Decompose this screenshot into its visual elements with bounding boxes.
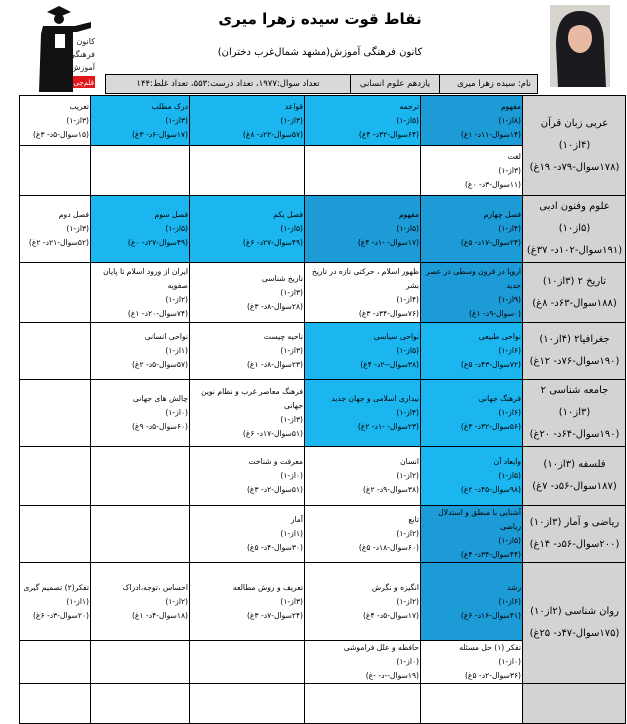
empty-cell <box>305 146 421 196</box>
empty-cell <box>20 263 91 323</box>
topic-cell <box>190 96 305 146</box>
subject-stats: (۱۷۸سوال-۷۹د- ۱۹غ) <box>529 161 620 173</box>
topic-score: (۸از-۱) <box>498 115 521 125</box>
topic-cell <box>421 96 523 146</box>
topic-cell <box>305 196 421 263</box>
subject-name: عربی زبان قرآن (۴از۱۰) <box>540 117 609 151</box>
topic-cell <box>421 563 523 641</box>
topic-stats: (۴۴سوال-۳۴د- ۴غ) <box>460 550 521 559</box>
subject-stats: (۲۰۰سوال-۵۶د- ۱۴غ) <box>529 539 620 550</box>
subject-cell <box>523 323 626 380</box>
topic-stats: (۳۶سوال-۲د- ۵غ) <box>464 671 521 680</box>
topic-cell <box>20 563 91 641</box>
topic-title: تفکر (۱) حل مسئله <box>459 643 521 652</box>
topic-stats: (۵۲سوال-۲۱د- ۲غ) <box>28 238 89 247</box>
topic-score: (۳از-۱) <box>280 115 303 125</box>
topic-cell <box>190 196 305 263</box>
subject-stats: (۱۹۱سوال-۱۰۲د- ۳۷غ) <box>526 245 623 256</box>
institute-subtitle: کانون فرهنگی آموزش(مشهد شمال‌غرب دختران) <box>217 47 423 58</box>
subject-cell <box>523 196 626 263</box>
topic-stats: (۳۸سوال--۲د- ۴غ) <box>360 360 419 369</box>
svg-text:قلم‌چی: قلم‌چی <box>73 79 94 87</box>
subject-cell <box>523 263 626 323</box>
empty-cell <box>91 506 190 563</box>
topic-cell <box>190 506 305 563</box>
topic-score: (۰از-۱) <box>165 408 188 417</box>
topic-stats: (۲۴سوال-۱۷د- ۵غ) <box>460 238 521 247</box>
topic-score: (۵از-۱) <box>165 224 188 233</box>
empty-cell <box>20 380 91 447</box>
topic-score: (۶از-۱) <box>498 346 521 355</box>
subject-stats: (۱۹۰سوال-۷۶د- ۱۲غ) <box>529 356 620 367</box>
topic-score: (۳از-۱) <box>498 165 521 175</box>
topic-score: (۳از-۱) <box>280 415 303 424</box>
topic-score: (۲از-۱) <box>396 596 419 606</box>
table-row <box>20 263 626 323</box>
topic-cell <box>91 196 190 263</box>
topic-title: نواحی طبیعی <box>478 332 521 341</box>
topic-score: (۲از-۱) <box>396 529 419 538</box>
empty-cell <box>91 146 190 196</box>
topic-score: (۲از-۱) <box>165 294 188 304</box>
topic-title: فرهنگ جهانی <box>478 394 521 403</box>
table-row <box>20 684 626 724</box>
topic-stats: (۵۱سوال-۱۷د- ۶غ) <box>242 429 303 438</box>
table-row <box>20 563 626 641</box>
subject-stats: (۱۷۵سوال-۴۷د- ۲۵غ) <box>529 628 620 639</box>
topic-score: (۵از-۱) <box>498 471 521 480</box>
topic-title: مفهوم <box>500 101 521 111</box>
topic-title: اروپا در قرون وسطی در عصر جدید <box>426 266 521 290</box>
topic-score: (۲از-۱) <box>165 596 188 606</box>
topic-title: رشد <box>506 582 521 592</box>
topic-stats: (۲۸سوال-۸د- ۳غ) <box>246 301 303 311</box>
topic-stats: (۱۴سوال-۱۱د- ۱غ) <box>460 129 521 139</box>
topic-score: (۱از-۱) <box>280 529 303 538</box>
topic-cell <box>190 323 305 380</box>
topic-cell <box>305 506 421 563</box>
subject-name: علوم وفنون ادبی (۵از۱۰) <box>539 201 610 234</box>
topic-stats: (۳۸سوال-۹د- ۲غ) <box>362 485 419 494</box>
subject-stats: (۱۹۰سوال-۶۴د- ۲۰غ) <box>529 429 620 440</box>
topic-stats: (۱۵سوال-۵د- ۳غ) <box>32 129 89 139</box>
topic-title: آمار <box>290 515 303 524</box>
topic-cell <box>421 447 523 506</box>
topic-stats: (۲۳سوال-۸د- ۱غ) <box>246 360 303 369</box>
topic-stats: (۵۷سوال-۲۲د- ۸غ) <box>242 129 303 139</box>
topic-score: (۰از-۱) <box>396 657 419 666</box>
subject-cell <box>523 96 626 196</box>
topic-stats: (۲۳سوال- -۱د- ۲غ) <box>357 422 419 431</box>
subject-name: تاریخ ۲ (۳از۱۰) <box>542 275 607 287</box>
topic-cell <box>421 146 523 196</box>
subject-name: جامعه شناسی ۲ (۳از۱۰) <box>540 385 609 418</box>
topic-stats: (۴۹سوال-۲۷د- ۶غ) <box>242 238 303 247</box>
topic-score: (۳از-۱) <box>280 287 303 297</box>
topic-cell <box>305 447 421 506</box>
topic-stats: (۵۶سوال-۳۲د- ۳غ) <box>460 422 521 431</box>
student-info-bar <box>105 74 538 94</box>
topic-score: (۴از-۱) <box>396 408 419 417</box>
topic-stats: (۵۱سوال-۲د- ۳غ) <box>246 485 303 494</box>
topic-cell <box>20 196 91 263</box>
topic-cell <box>421 263 523 323</box>
empty-cell <box>91 641 190 684</box>
table-row <box>20 506 626 563</box>
topic-score: (۵از-۱) <box>396 224 419 233</box>
page-title: نقاط قوت سیده زهرا میری <box>218 10 422 28</box>
topic-title: تابع <box>408 515 419 524</box>
topic-title: معرفت و شناخت <box>248 457 303 466</box>
topic-title: تاریخ شناسی <box>261 273 303 283</box>
topic-score: (۵از-۱) <box>396 346 419 355</box>
empty-cell <box>91 447 190 506</box>
topic-title: فرهنگ معاصر غرب و نظام نوین جهانی <box>201 387 303 410</box>
topic-cell <box>421 323 523 380</box>
topic-cell <box>421 641 523 684</box>
topic-title: بیداری اسلامی و جهان جدید <box>331 394 419 403</box>
topic-title: مفهوم <box>398 210 419 219</box>
topic-score: (۳از-۱) <box>66 224 89 233</box>
topic-score: (۱از-۱) <box>66 596 89 606</box>
subject-name: جغرافیا۲ (۴از۱۰) <box>539 334 610 345</box>
topic-title: ایران از ورود اسلام تا پایان صفویه <box>103 266 188 290</box>
topic-cell <box>305 323 421 380</box>
topic-score: (۳از-۱) <box>280 346 303 355</box>
topic-title: ناحیه چیست <box>263 332 303 341</box>
topic-title: تعریب <box>69 101 89 111</box>
topic-score: (۳از-۱) <box>280 596 303 606</box>
topic-stats: (۱۸سوال-۴د- ۱غ) <box>131 610 188 620</box>
topic-stats: (۱۷سوال-۵د- ۴غ) <box>362 610 419 620</box>
topic-title: چالش های جهانی <box>132 394 188 403</box>
topic-cell <box>190 380 305 447</box>
topic-cell <box>20 96 91 146</box>
svg-text:آموزش: آموزش <box>70 63 95 72</box>
topic-title: ظهور اسلام ، حرکتی تازه در تاریخ بشر <box>311 266 419 290</box>
topic-stats: (۷۴سوال-۲۰د- ۱غ) <box>127 308 188 318</box>
topic-cell <box>91 380 190 447</box>
topic-cell <box>190 563 305 641</box>
topic-cell <box>421 506 523 563</box>
empty-cell <box>190 684 305 724</box>
topic-cell <box>305 641 421 684</box>
topic-title: تفکر(۲) تصمیم گیری <box>23 582 89 592</box>
topic-score: (۳از-۱) <box>165 115 188 125</box>
table-row <box>20 380 626 447</box>
topic-score: (۰از-۱) <box>498 657 521 666</box>
topic-score: (۶از-۱) <box>498 596 521 606</box>
topic-score: (۵از-۱) <box>396 115 419 125</box>
topic-score: (۹از-۱) <box>498 294 521 304</box>
topic-title: فصل سوم <box>154 210 188 219</box>
summary-stats: تعداد سوال:۱۹۷۷، تعداد درست:۵۵۳، تعداد غلط:۱۴۴ <box>136 79 320 89</box>
topic-stats: (۴۹سوال-۲۷د- ۰غ) <box>127 238 188 247</box>
topic-stats: (۶۰سوال-۱۸د- ۵غ) <box>358 543 419 552</box>
topic-score: (۵از-۱) <box>498 536 521 545</box>
student-name: نام: سیده زهرا میری <box>439 75 537 93</box>
empty-cell <box>20 447 91 506</box>
topic-cell <box>190 447 305 506</box>
topic-stats: (۷۶سوال-۳۴د- ۳غ) <box>358 308 419 318</box>
topic-cell <box>190 263 305 323</box>
topic-stats: (۲۰سوال-۳د- ۶غ) <box>32 610 89 620</box>
topic-cell <box>421 380 523 447</box>
subject-stats: (۱۸۸سوال-۶۳د- ۸غ) <box>532 297 617 309</box>
topic-stats: (۴۱سوال-۱۶د- ۶غ) <box>460 610 521 620</box>
subject-name: فلسفه (۳از۱۰) <box>543 459 606 470</box>
topic-title: انسان <box>400 457 419 466</box>
topic-stats: (۱۷سوال- -۱د- ۴غ) <box>357 238 419 247</box>
topic-score: (۶از-۱) <box>498 408 521 417</box>
topic-cell <box>91 96 190 146</box>
topic-stats: (۶۴سوال-۳۲د- ۴غ) <box>358 129 419 139</box>
topic-score: (۵از-۱) <box>280 224 303 233</box>
empty-cell <box>421 684 523 724</box>
topic-title: آشنایی با منطق و استدلال ریاضی <box>438 508 521 531</box>
topic-title: ترجمه <box>399 101 419 111</box>
topic-title: فصل چهارم <box>483 210 521 219</box>
topic-stats: (۱۷سوال-۶د- ۳غ) <box>131 129 188 139</box>
empty-cell <box>20 323 91 380</box>
topic-title: لغت <box>507 151 521 161</box>
subject-stats: (۱۸۷سوال-۵۶د- ۷غ) <box>532 481 617 492</box>
empty-cell <box>20 684 91 724</box>
topic-title: فصل دوم <box>58 210 89 219</box>
topic-stats: (۰سوال-۹د- ۱غ) <box>469 308 521 318</box>
topic-cell <box>91 563 190 641</box>
topic-score: (۴از-۱) <box>498 224 521 233</box>
topic-title: نواحی انسانی <box>144 332 188 341</box>
topic-stats: (۷۲سوال-۴۳د- ۵غ) <box>460 360 521 369</box>
topic-cell <box>421 196 523 263</box>
topic-cell <box>305 96 421 146</box>
empty-cell <box>20 506 91 563</box>
subject-name: ریاضی و آمار (۳از۱۰) <box>529 517 620 528</box>
topic-stats: (۵۷سوال-۵د- ۲غ) <box>131 360 188 369</box>
subject-cell <box>523 506 626 563</box>
strengths-table <box>19 95 626 724</box>
topic-title: تعریف و روش مطالعه <box>232 582 303 592</box>
ghalamchi-logo <box>33 4 97 92</box>
topic-score: (۳از-۱) <box>66 115 89 125</box>
empty-cell <box>190 146 305 196</box>
empty-cell <box>20 641 91 684</box>
topic-title: قواعد <box>284 101 303 111</box>
topic-title: نواحی سیاسی <box>373 332 419 341</box>
topic-cell <box>91 323 190 380</box>
topic-cell <box>91 263 190 323</box>
topic-title: حافظه و علل فراموشی <box>343 643 419 652</box>
topic-score: (۲از-۱) <box>396 471 419 480</box>
topic-cell <box>305 563 421 641</box>
subject-cell <box>523 684 626 724</box>
topic-score: (۰از-۱) <box>280 471 303 480</box>
topic-title: فصل یکم <box>273 210 303 219</box>
empty-cell <box>91 684 190 724</box>
svg-text:کانون: کانون <box>76 37 95 46</box>
topic-cell <box>305 263 421 323</box>
student-photo <box>550 5 610 87</box>
topic-title: احساس ،توجه،ادراک <box>122 582 188 592</box>
topic-stats: (۱۱سوال-۳د- ۰غ) <box>464 179 521 189</box>
topic-score: (۴از-۱) <box>396 294 419 304</box>
empty-cell <box>190 641 305 684</box>
subject-cell <box>523 447 626 506</box>
table-row <box>20 323 626 380</box>
topic-stats: (۹۸سوال-۴۵د- ۲غ) <box>460 485 521 494</box>
topic-title: درک مطلب <box>151 101 188 111</box>
table-row <box>20 96 626 146</box>
topic-stats: (۶۰سوال-۵د- ۹غ) <box>131 422 188 431</box>
student-grade: یازدهم علوم انسانی <box>350 75 439 93</box>
subject-name: روان شناسی (۲از۱۰) <box>530 606 619 617</box>
topic-title: وابعاد آن <box>493 457 521 466</box>
topic-stats: (۲۴سوال-۷د- ۳غ) <box>246 610 303 620</box>
topic-title: انگیزه و نگرش <box>371 582 419 592</box>
subject-cell <box>523 380 626 447</box>
empty-cell <box>20 146 91 196</box>
table-row <box>20 196 626 263</box>
topic-stats: (۱۹سوال--د- -غ) <box>365 671 419 680</box>
topic-stats: (۳۰سوال-۴د- ۵غ) <box>246 543 303 552</box>
topic-cell <box>305 380 421 447</box>
subject-cell <box>523 563 626 684</box>
table-row <box>20 447 626 506</box>
svg-text:فرهنگی: فرهنگی <box>69 50 95 59</box>
topic-score: (۱از-۱) <box>165 346 188 355</box>
empty-cell <box>305 684 421 724</box>
